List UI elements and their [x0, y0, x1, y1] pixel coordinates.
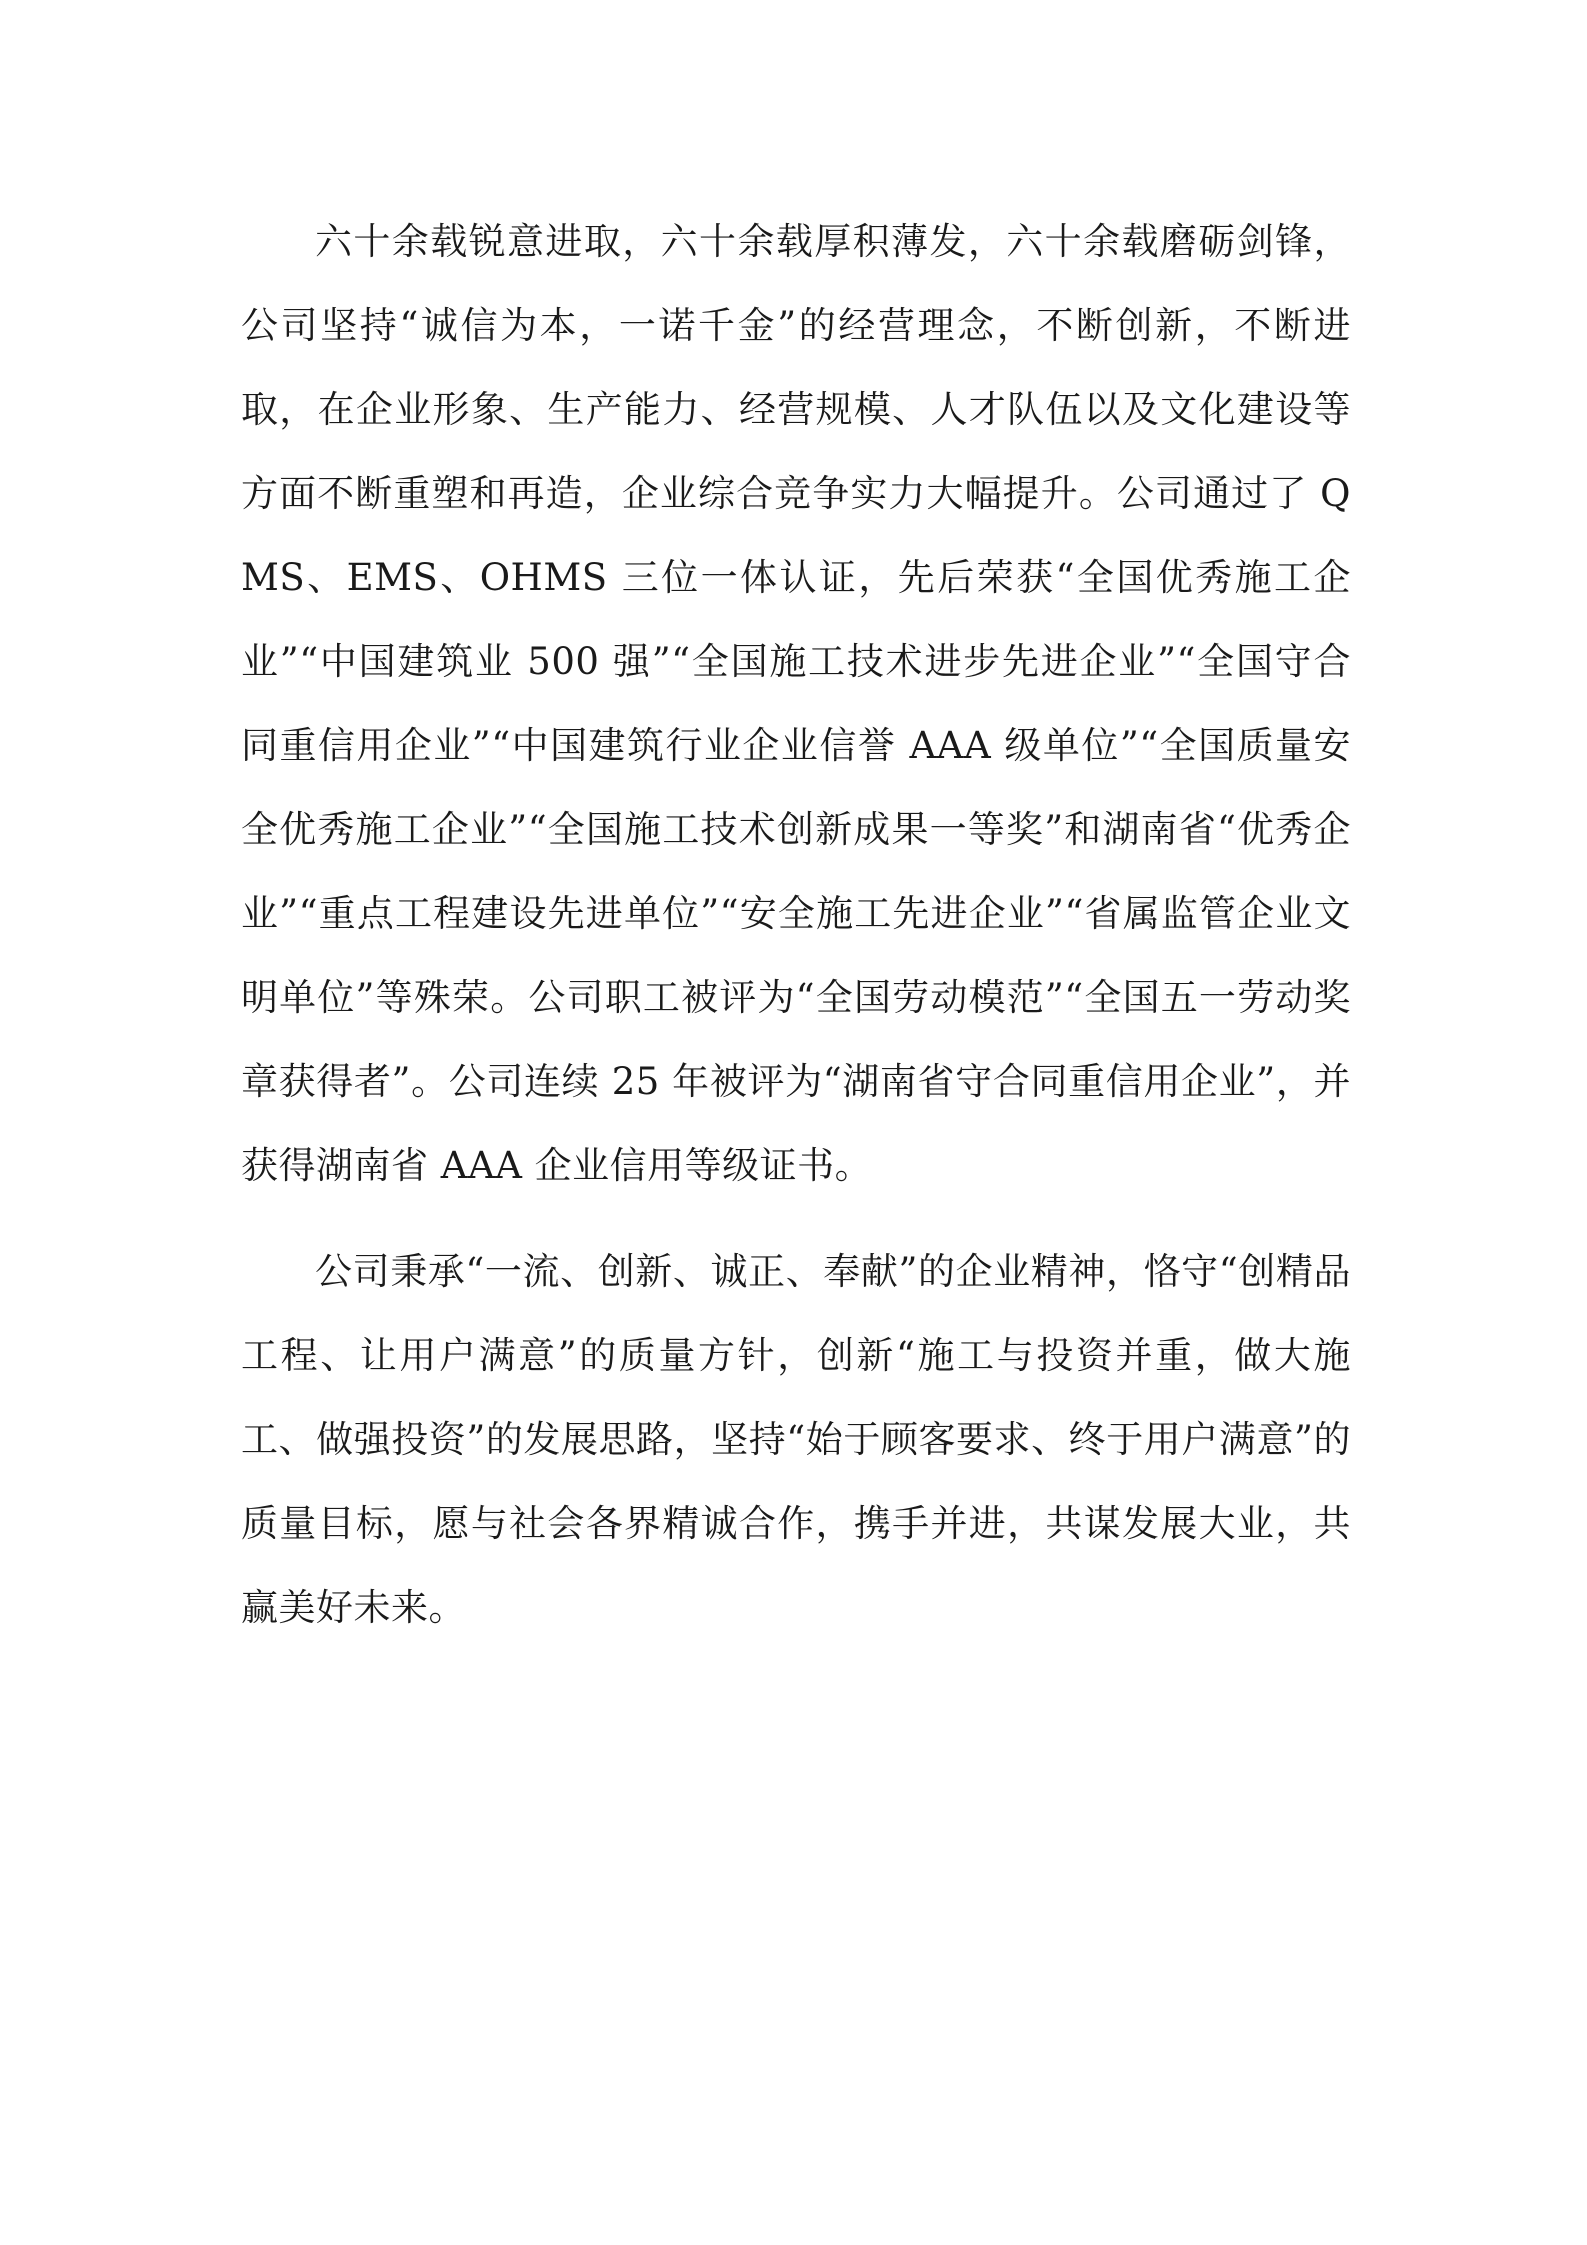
- paragraph-company-history: 六十余载锐意进取，六十余载厚积薄发，六十余载磨砺剑锋，公司坚持“诚信为本，一诺千金”的经营理念，不断创新，不断进取，在企业形象、生产能力、经营规模、人才队伍以及文化建设等方面不断重塑和再造，企业综合竞争实力大幅提升。公司通过了 QMS、EMS、OHMS 三位一体认证，先后荣获“全国优秀施工企业”“中国建筑业 500 强”“全国施工技术进步先进企业”“全国守合同重信用企业”“中国建筑行业企业信誉 AAA 级单位”“全国质量安全优秀施工企业”“全国施工技术创新成果一等奖”和湖南省“优秀企业”“重点工程建设先进单位”“安全施工先进企业”“省属监管企业文明单位”等殊荣。公司职工被评为“全国劳动模范”“全国五一劳动奖章获得者”。公司连续 25 年被评为“湖南省守合同重信用企业”，并获得湖南省 AAA 企业信用等级证书。: [241, 220, 1351, 1187]
- document-body: [241, 200, 1351, 1650]
- paragraph-company-spirit: 公司秉承“一流、创新、诚正、奉献”的企业精神，恪守“创精品工程、让用户满意”的质量方针，创新“施工与投资并重，做大施工、做强投资”的发展思路，坚持“始于顾客要求、终于用户满意”的质量目标，愿与社会各界精诚合作，携手并进，共谋发展大业，共赢美好未来。: [241, 1250, 1351, 1629]
